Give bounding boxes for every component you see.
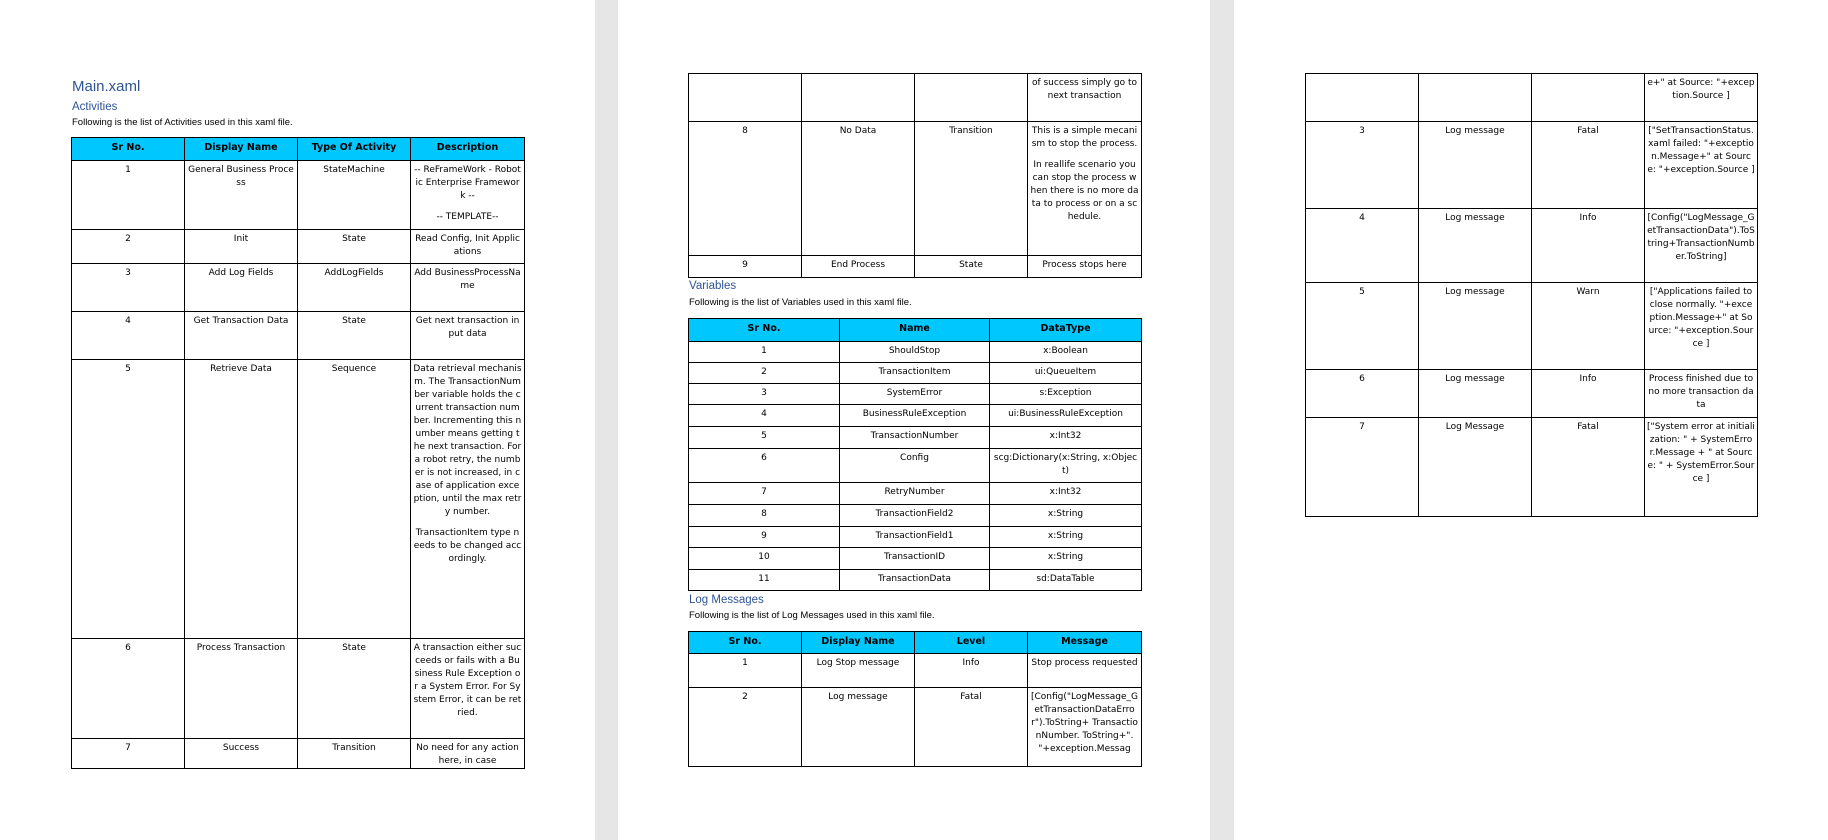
table-cell: x:String — [990, 527, 1142, 548]
table-cell — [1419, 74, 1532, 122]
table-cell: 5 — [689, 427, 840, 449]
cell-paragraph: -- TEMPLATE-- — [436, 212, 499, 222]
table-cell — [411, 639, 525, 739]
cell-paragraph: Process stops here — [1042, 260, 1127, 270]
page-2 — [618, 0, 1210, 840]
table-cell: SystemError — [840, 384, 990, 405]
table-cell: 7 — [689, 483, 840, 505]
table-row — [689, 654, 1142, 688]
column-header: Description — [411, 138, 525, 161]
table-row — [689, 570, 1142, 591]
page-3 — [1234, 0, 1828, 840]
table-cell — [1645, 209, 1758, 283]
table-cell: 7 — [72, 739, 185, 769]
table-cell — [1028, 654, 1142, 688]
table-cell: sd:DataTable — [990, 570, 1142, 591]
log-messages-heading: Log Messages — [689, 594, 764, 606]
table-row — [689, 449, 1142, 483]
table-cell: Log Stop message — [802, 654, 915, 688]
column-header: Name — [840, 319, 990, 342]
table-cell — [411, 161, 525, 230]
table-cell: 9 — [689, 256, 802, 278]
table-cell: x:Boolean — [990, 342, 1142, 363]
table-row — [689, 548, 1142, 570]
table-cell: 3 — [689, 384, 840, 405]
table-cell: Info — [1532, 370, 1645, 418]
table-cell: End Process — [802, 256, 915, 278]
table-cell: 8 — [689, 505, 840, 527]
cell-paragraph: -- ReFrameWork - Robotic Enterprise Framework -- — [414, 165, 521, 201]
table-cell: State — [915, 256, 1028, 278]
table-row — [689, 688, 1142, 767]
table-cell: RetryNumber — [840, 483, 990, 505]
table-cell: Init — [185, 230, 298, 264]
table-cell: x:Int32 — [990, 483, 1142, 505]
table-cell: Add Log Fields — [185, 264, 298, 312]
table-cell: Fatal — [1532, 122, 1645, 209]
activities-table — [71, 137, 525, 769]
table-cell: 2 — [72, 230, 185, 264]
table-cell: Get Transaction Data — [185, 312, 298, 360]
table-cell — [1028, 256, 1142, 278]
table-cell — [1645, 283, 1758, 370]
table-row — [72, 312, 525, 360]
table-cell: 4 — [72, 312, 185, 360]
cell-paragraph: Add BusinessProcessName — [414, 268, 521, 291]
table-cell: Log message — [1419, 122, 1532, 209]
table-cell: 11 — [689, 570, 840, 591]
table-row — [689, 74, 1142, 122]
table-cell: State — [298, 639, 411, 739]
table-cell: Config — [840, 449, 990, 483]
table-cell: 3 — [72, 264, 185, 312]
table-cell: Fatal — [1532, 418, 1645, 517]
table-cell — [1645, 122, 1758, 209]
table-cell — [802, 74, 915, 122]
table-cell: 6 — [72, 639, 185, 739]
table-cell: s:Exception — [990, 384, 1142, 405]
table-cell: Info — [1532, 209, 1645, 283]
table-cell: x:Int32 — [990, 427, 1142, 449]
table-cell: TransactionID — [840, 548, 990, 570]
table-row — [689, 384, 1142, 405]
page-1 — [0, 0, 595, 840]
table-cell: 1 — [689, 654, 802, 688]
activities-heading: Activities — [72, 101, 118, 113]
table-cell — [411, 312, 525, 360]
table-cell: State — [298, 312, 411, 360]
table-cell: Process Transaction — [185, 639, 298, 739]
table-row — [72, 161, 525, 230]
cell-paragraph: A transaction either succeeds or fails with a Business Rule Exception or a System Error. For System Error, it can be retried. — [413, 643, 522, 718]
table-cell: 5 — [72, 360, 185, 639]
cell-paragraph: In reallife scenario you can stop the process when there is no more data to process or on a schedule. — [1030, 160, 1139, 222]
table-cell: 8 — [689, 122, 802, 256]
column-header: Display Name — [185, 138, 298, 161]
cell-paragraph: Stop process requested — [1031, 658, 1138, 668]
table-cell: 1 — [689, 342, 840, 363]
table-row — [72, 639, 525, 739]
log-messages-intro: Following is the list of Log Messages used in this xaml file. — [689, 610, 935, 621]
cell-paragraph: No need for any action here, in case — [416, 743, 519, 766]
table-cell: BusinessRuleException — [840, 405, 990, 427]
document-title: Main.xaml — [72, 78, 141, 95]
table-row — [689, 427, 1142, 449]
table-row — [689, 256, 1142, 278]
table-cell: ui:BusinessRuleException — [990, 405, 1142, 427]
table-cell: StateMachine — [298, 161, 411, 230]
table-cell — [1645, 370, 1758, 418]
table-row — [689, 527, 1142, 548]
table-cell: TransactionField1 — [840, 527, 990, 548]
table-header-row — [72, 138, 525, 161]
table-cell — [1028, 74, 1142, 122]
table-cell: State — [298, 230, 411, 264]
table-cell: Success — [185, 739, 298, 769]
cell-paragraph: of success simply go to next transaction — [1031, 78, 1138, 101]
table-row — [689, 342, 1142, 363]
table-cell: Transition — [298, 739, 411, 769]
table-header-row — [689, 319, 1142, 342]
table-cell: Log message — [802, 688, 915, 767]
column-header: Message — [1028, 632, 1142, 654]
log-messages-table — [688, 631, 1142, 767]
table-cell: 1 — [72, 161, 185, 230]
table-cell — [411, 739, 525, 769]
table-row — [72, 264, 525, 312]
table-row — [689, 122, 1142, 256]
table-cell: Log Message — [1419, 418, 1532, 517]
table-cell: TransactionData — [840, 570, 990, 591]
cell-paragraph: [Config("LogMessage_GetTransactionDataError").ToString+ TransactionNumber. ToString+". "+exception.Messag — [1030, 692, 1139, 754]
table-cell: 4 — [689, 405, 840, 427]
table-row — [1306, 283, 1758, 370]
table-cell — [411, 360, 525, 639]
table-cell: TransactionField2 — [840, 505, 990, 527]
table-cell — [1532, 74, 1645, 122]
table-cell: TransactionItem — [840, 363, 990, 384]
table-cell — [1306, 74, 1419, 122]
table-row — [1306, 418, 1758, 517]
column-header: Sr No. — [72, 138, 185, 161]
table-cell — [1028, 122, 1142, 256]
table-cell — [1028, 688, 1142, 767]
table-cell: ui:QueueItem — [990, 363, 1142, 384]
table-cell — [915, 74, 1028, 122]
column-header: DataType — [990, 319, 1142, 342]
table-cell: x:String — [990, 548, 1142, 570]
table-row — [72, 360, 525, 639]
table-cell: ShouldStop — [840, 342, 990, 363]
column-header: Sr No. — [689, 319, 840, 342]
column-header: Level — [915, 632, 1028, 654]
table-cell: Warn — [1532, 283, 1645, 370]
column-header: Type Of Activity — [298, 138, 411, 161]
table-cell: 5 — [1306, 283, 1419, 370]
cell-paragraph: Process finished due to no more transaction data — [1648, 374, 1754, 410]
table-cell: Fatal — [915, 688, 1028, 767]
table-row — [1306, 122, 1758, 209]
table-cell: TransactionNumber — [840, 427, 990, 449]
table-cell: AddLogFields — [298, 264, 411, 312]
table-cell — [1645, 74, 1758, 122]
log-messages-table-continued — [1305, 73, 1758, 517]
table-cell: 2 — [689, 363, 840, 384]
table-cell — [411, 264, 525, 312]
table-row — [72, 739, 525, 769]
table-row — [1306, 370, 1758, 418]
table-cell: x:String — [990, 505, 1142, 527]
table-cell: 6 — [689, 449, 840, 483]
table-row — [1306, 209, 1758, 283]
cell-paragraph: ["System error at initialization: " + SystemError.Message + " at Source: " + SystemError.Source ] — [1647, 422, 1755, 484]
table-cell: 2 — [689, 688, 802, 767]
table-cell: No Data — [802, 122, 915, 256]
table-row — [689, 363, 1142, 384]
variables-table — [688, 318, 1142, 591]
cell-paragraph: TransactionItem type needs to be changed accordingly. — [413, 528, 522, 564]
column-header: Sr No. — [689, 632, 802, 654]
table-cell: Transition — [915, 122, 1028, 256]
table-cell: Log message — [1419, 283, 1532, 370]
cell-paragraph: [Config("LogMessage_GetTransactionData").ToString+TransactionNumber.ToString] — [1647, 213, 1755, 262]
activities-table-continued — [688, 73, 1142, 278]
table-cell: 7 — [1306, 418, 1419, 517]
table-row — [1306, 74, 1758, 122]
cell-paragraph: This is a simple mecanism to stop the process. — [1031, 126, 1138, 149]
table-header-row — [689, 632, 1142, 654]
table-cell: General Business Process — [185, 161, 298, 230]
table-cell: scg:Dictionary(x:String, x:Object) — [990, 449, 1142, 483]
table-cell: Info — [915, 654, 1028, 688]
table-cell: 3 — [1306, 122, 1419, 209]
table-cell: Log message — [1419, 209, 1532, 283]
table-row — [689, 505, 1142, 527]
table-row — [689, 483, 1142, 505]
table-cell: 9 — [689, 527, 840, 548]
table-cell — [1645, 418, 1758, 517]
cell-paragraph: e+" at Source: "+exception.Source ] — [1647, 78, 1755, 101]
table-row — [72, 230, 525, 264]
column-header: Display Name — [802, 632, 915, 654]
table-cell: 10 — [689, 548, 840, 570]
variables-heading: Variables — [689, 280, 737, 292]
table-cell — [689, 74, 802, 122]
table-row — [689, 405, 1142, 427]
table-cell — [411, 230, 525, 264]
cell-paragraph: Data retrieval mechanism. The TransactionNumber variable holds the current transaction number. Incrementing this number means getting the next transaction. For a robot retry, the number is not increased, in case of application exception, until the max retry number. — [413, 364, 522, 517]
table-cell: 6 — [1306, 370, 1419, 418]
table-cell: 4 — [1306, 209, 1419, 283]
table-cell: Retrieve Data — [185, 360, 298, 639]
activities-intro: Following is the list of Activities used in this xaml file. — [72, 117, 293, 128]
cell-paragraph: Get next transaction input data — [415, 316, 520, 339]
table-cell: Log message — [1419, 370, 1532, 418]
variables-intro: Following is the list of Variables used in this xaml file. — [689, 297, 912, 308]
cell-paragraph: ["Applications failed to close normally. "+exception.Message+" at Source: "+exception.Source ] — [1648, 287, 1754, 349]
cell-paragraph: ["SetTransactionStatus.xaml failed: "+exception.Message+" at Source: "+exception.Source ] — [1647, 126, 1755, 175]
cell-paragraph: Read Config, Init Applications — [415, 234, 520, 257]
table-cell: Sequence — [298, 360, 411, 639]
